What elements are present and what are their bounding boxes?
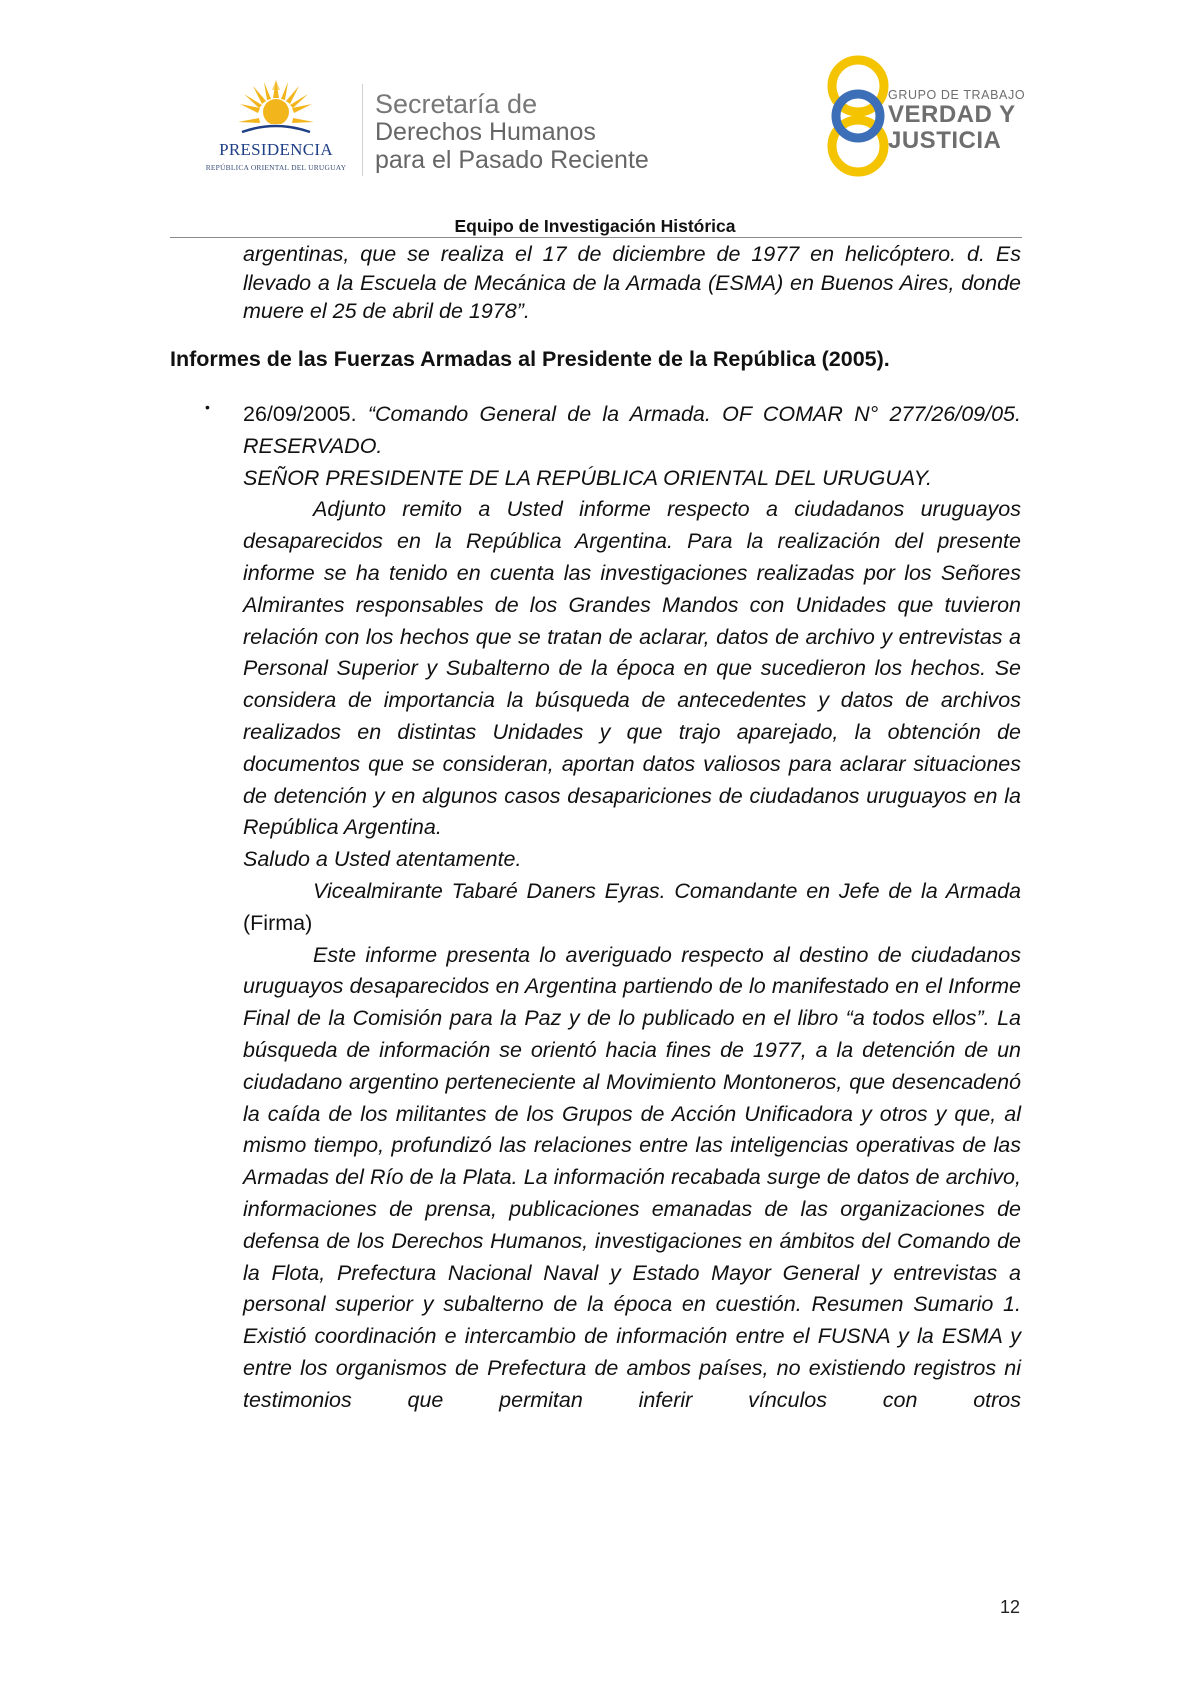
verdad-label: VERDAD Y bbox=[888, 101, 1016, 128]
secretaria-line-2: Derechos Humanos bbox=[375, 118, 596, 146]
page-header bbox=[0, 0, 1190, 236]
entry-signature bbox=[243, 876, 1021, 940]
logo-divider bbox=[362, 84, 363, 176]
sun-emblem-icon bbox=[236, 78, 316, 140]
section-heading: Informes de las Fuerzas Armadas al Presidente de la República (2005). bbox=[170, 347, 890, 371]
verdad-justicia-wordmark bbox=[888, 88, 1025, 154]
report-entry bbox=[243, 399, 1021, 1417]
entry-paragraph-2: Este informe presenta lo averiguado respecto al destino de ciudadanos uruguayos desaparecidos en Argentina partiendo de lo manifestado en el Informe Final de la Comisión para la Paz y de lo publicado en el libro “a todos ellos”. La búsqueda de información se orientó hacia fines de 1977, a la detención de un ciudadano argentino perteneciente al Movimiento Montoneros, que desencadenó la caída de los militantes de los Grupos de Acción Unificadora y otros y que, al mismo tiempo, profundizó las relaciones entre las inteligencias operativas de las Armadas del Río de la Plata. La información recabada surge de datos de archivo, informaciones de prensa, publicaciones emanadas de las organizaciones de defensa de los Derechos Humanos, investigaciones en ámbitos del Comando de la Flota, Prefectura Nacional Naval y Estado Mayor General y entrevistas a personal superior y subalterno de la época en cuestión. Resumen Sumario 1. Existió coordinación e intercambio de información entre el FUSNA y la ESMA y entre los organismos de Prefectura de ambos países, no existiendo registros ni testimonios que permitan inferir vínculos con otros bbox=[243, 942, 1021, 1412]
entry-paragraph-1: Adjunto remito a Usted informe respecto a ciudadanos uruguayos desaparecidos en la República Argentina. Para la realización del presente informe se ha tenido en cuenta las investigaciones realizadas por los Señores Almirantes responsables de los Grandes Mandos con Unidades que tuvieron relación con los hechos que se tratan de aclarar, datos de archivo y entrevistas a Personal Superior y Subalterno de la época en que sucedieron los hechos. Se considera de importancia la búsqueda de antecedentes y datos de archivos realizados en distintas Unidades y que trajo aparejado, la obtención de documentos que se consideran, aportan datos valiosos para aclarar situaciones de detención y en algunos casos desapariciones de ciudadanos uruguayos en la República Argentina. bbox=[243, 497, 1021, 840]
entry-date: 26/09/2005. bbox=[243, 402, 357, 426]
header-divider bbox=[170, 237, 1022, 238]
justicia-label: JUSTICIA bbox=[888, 127, 1002, 154]
entry-reservado: RESERVADO. bbox=[243, 433, 383, 458]
presidencia-wordmark: PRESIDENCIA bbox=[219, 140, 333, 159]
presidencia-logo bbox=[196, 78, 356, 178]
entry-addressee: SEÑOR PRESIDENTE DE LA REPÚBLICA ORIENTAL DEL URUGUAY. bbox=[243, 465, 932, 490]
secretaria-line-3: para el Pasado Reciente bbox=[375, 146, 649, 174]
entry-first-line bbox=[243, 399, 1021, 431]
page-number: 12 bbox=[1000, 1597, 1021, 1617]
entry-closing: Saludo a Usted atentamente. bbox=[243, 847, 522, 872]
signature-note: (Firma) bbox=[243, 910, 313, 935]
signature-name: Vicealmirante Tabaré Daners Eyras. Comandante en Jefe de la Armada bbox=[313, 878, 1021, 903]
bullet-icon: • bbox=[205, 399, 210, 415]
presidencia-subtitle: REPÚBLICA ORIENTAL DEL URUGUAY bbox=[205, 163, 347, 172]
grupo-label: GRUPO DE TRABAJO bbox=[888, 88, 1026, 102]
secretaria-line-1: Secretaría de bbox=[375, 89, 538, 119]
secretaria-title bbox=[375, 90, 649, 174]
entry-reference: “Comando General de la Armada. OF COMAR N° 277/26/09/05. bbox=[367, 402, 1021, 426]
team-label: Equipo de Investigación Histórica bbox=[454, 216, 736, 236]
continued-paragraph: argentinas, que se realiza el 17 de diciembre de 1977 en helicóptero. d. Es llevado a la Escuela de Mecánica de la Armada (ESMA) en Buenos Aires, donde muere el 25 de abril de 1978”. bbox=[243, 242, 1021, 323]
